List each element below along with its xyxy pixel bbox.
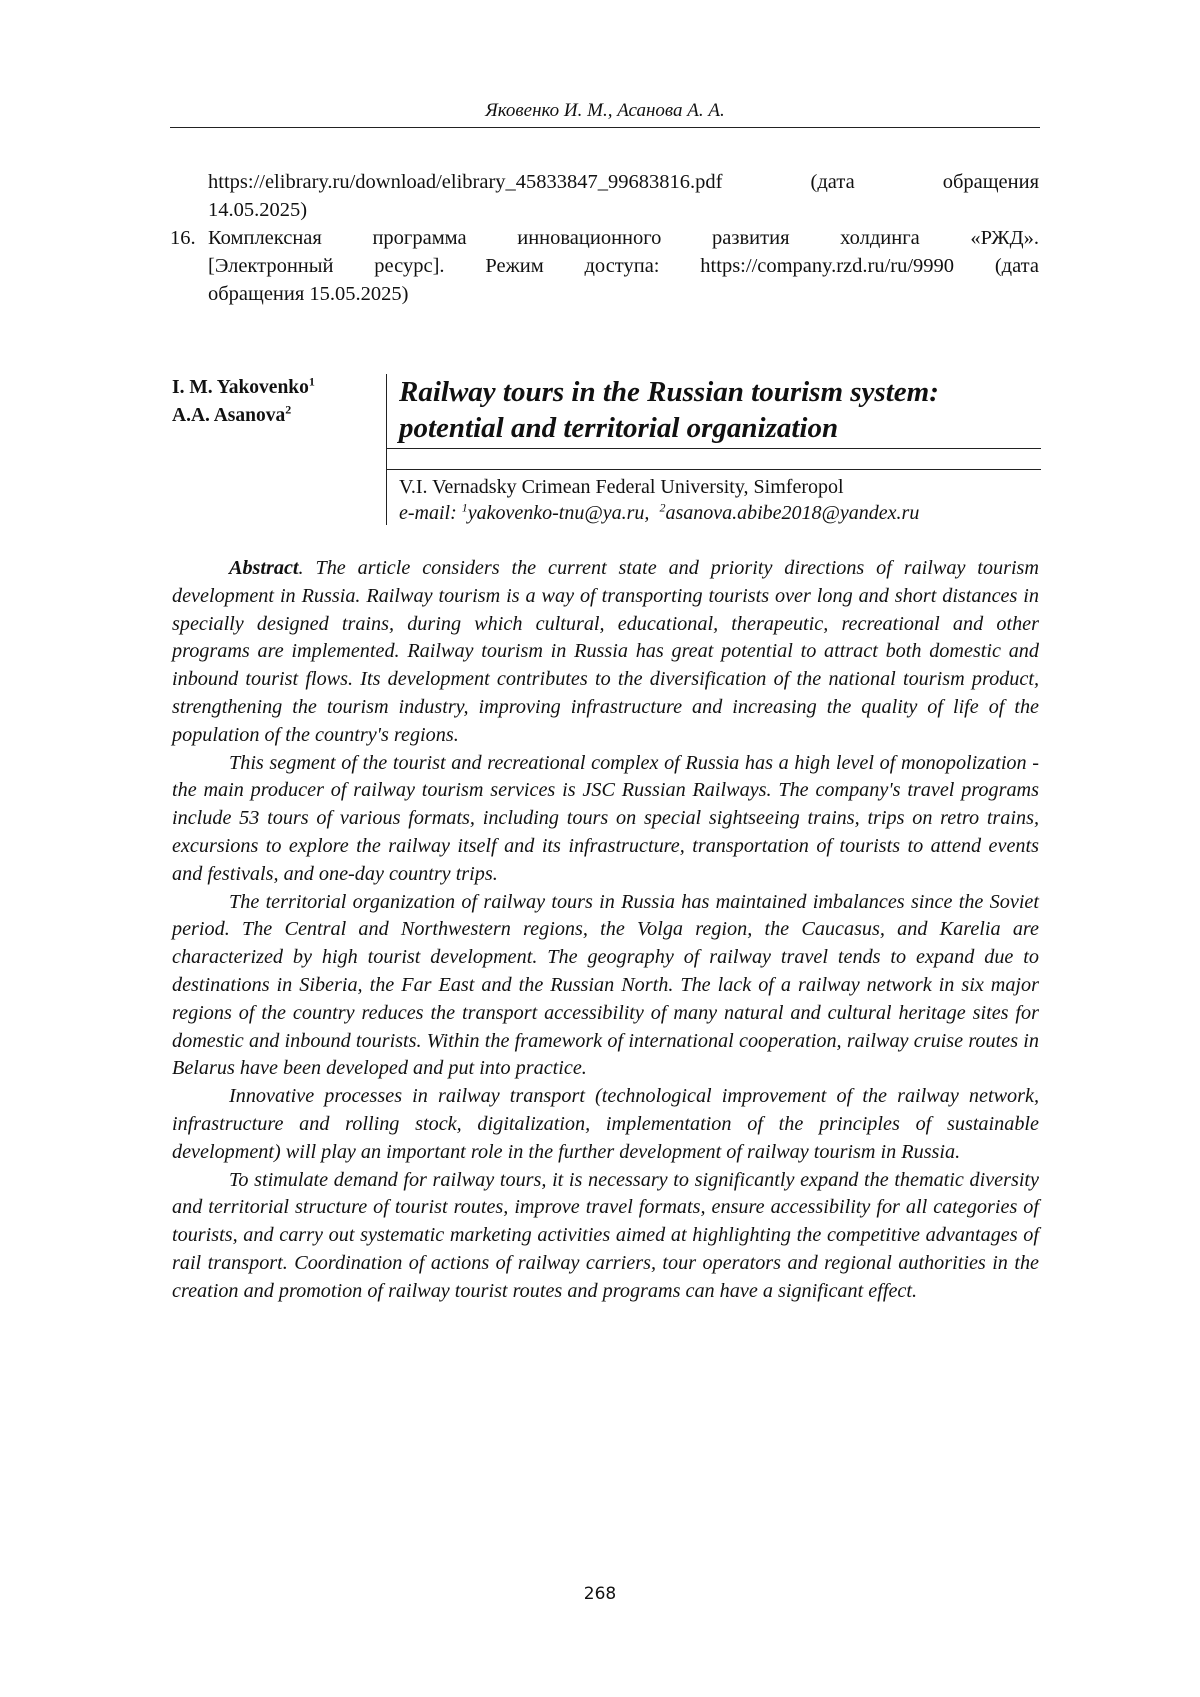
author-name: A.A. Asanova	[172, 405, 286, 426]
email-address: yakovenko-tnu@ya.ru,	[467, 502, 650, 524]
email-line	[399, 500, 919, 526]
abstract	[172, 555, 1039, 1306]
author-affil-mark: 1	[308, 374, 315, 389]
abstract-paragraph	[172, 555, 1039, 750]
abstract-paragraph: Innovative processes in railway transport (technological improvement of the railway network, infrastructure and rolling stock, digitalization, implementation of the principles of sustainable development) will play an important role in the further development of railway tourism in Russia.	[172, 1085, 1039, 1163]
header-rule	[170, 127, 1040, 128]
author	[172, 374, 382, 402]
title-line: potential and territorial organization	[399, 412, 839, 444]
abstract-paragraph: To stimulate demand for railway tours, it is necessary to significantly expand the thematic diversity and territorial structure of tourist routes, improve travel formats, ensure accessibility for all categories of tourists, and carry out systematic marketing activities aimed at highlighting the competitive advantages of rail transport. Coordination of actions of railway carriers, tour operators and regional authorities in the creation and promotion of railway tourist routes and programs can have a significant effect.	[172, 1168, 1039, 1302]
email-label: e-mail:	[399, 502, 462, 524]
title-rule	[387, 469, 1041, 470]
author-affil-mark: 2	[285, 402, 292, 417]
abstract-paragraph: The territorial organization of railway tours in Russia has maintained imbalances since the Soviet period. The Central and Northwestern regions, the Volga region, the Caucasus, and Karelia are characterized by high tourist development. The geography of railway travel tends to expand due to destinations in Siberia, the Far East and the Russian North. The lack of a railway network in six major regions of the country reduces the transport accessibility of many natural and cultural heritage sites for domestic and inbound tourists. Within the framework of international cooperation, railway cruise routes in Belarus have been developed and put into practice.	[172, 890, 1039, 1080]
email-mark: 2	[659, 500, 666, 515]
page-number: 268	[583, 1584, 617, 1604]
article-title	[387, 374, 1041, 446]
reference-text: обращения 15.05.2025)	[208, 283, 409, 305]
reference-text: 14.05.2025)	[208, 199, 308, 221]
affiliation-block	[399, 474, 919, 526]
reference-item-16	[170, 224, 1039, 308]
reference-text: [Электронный ресурс]. Режим доступа: https://company.rzd.ru/ru/9990 (дата	[208, 255, 1039, 277]
author	[172, 402, 382, 430]
title-block	[386, 374, 1041, 525]
reference-number: 16.	[170, 227, 196, 249]
affiliation: V.I. Vernadsky Crimean Federal University, Simferopol	[399, 476, 844, 498]
reference-text: Комплексная программа инновационного развития холдинга «РЖД».	[208, 227, 1039, 249]
abstract-lead: Abstract	[229, 557, 299, 579]
reference-text: https://elibrary.ru/download/elibrary_45833847_99683816.pdf (дата обращения	[208, 171, 1039, 193]
title-rule	[387, 448, 1041, 449]
reference-item-continued	[170, 168, 1039, 224]
abstract-paragraph: This segment of the tourist and recreational complex of Russia has a high level of monopolization - the main producer of railway tourism services is JSC Russian Railways. The company's travel programs include 53 tours of various formats, including tours on special sightseeing trains, trips on retro trains, excursions to explore the railway itself and its infrastructure, transportation of tourists to attend events and festivals, and one-day country trips.	[172, 751, 1039, 885]
running-head: Яковенко И. М., Асанова А. А.	[485, 100, 725, 121]
author-list	[172, 374, 382, 430]
title-line: Railway tours in the Russian tourism system:	[399, 376, 939, 408]
abstract-text: . The article considers the current state and priority directions of railway tourism development in Russia. Railway tourism is a way of transporting tourists over long and short distances in specially designed trains, during which cultural, educational, therapeutic, recreational and other programs are implemented. Railway tourism in Russia has great potential to attract both domestic and inbound tourist flows. Its development contributes to the diversification of the national tourism product, strengthening the tourism industry, improving infrastructure and increasing the quality of life of the population of the country's regions.	[172, 557, 1039, 746]
email-mark: 1	[461, 500, 468, 515]
reference-list	[170, 168, 1039, 308]
author-name: I. M. Yakovenko	[172, 377, 309, 398]
email-address: asanova.abibe2018@yandex.ru	[665, 502, 920, 524]
